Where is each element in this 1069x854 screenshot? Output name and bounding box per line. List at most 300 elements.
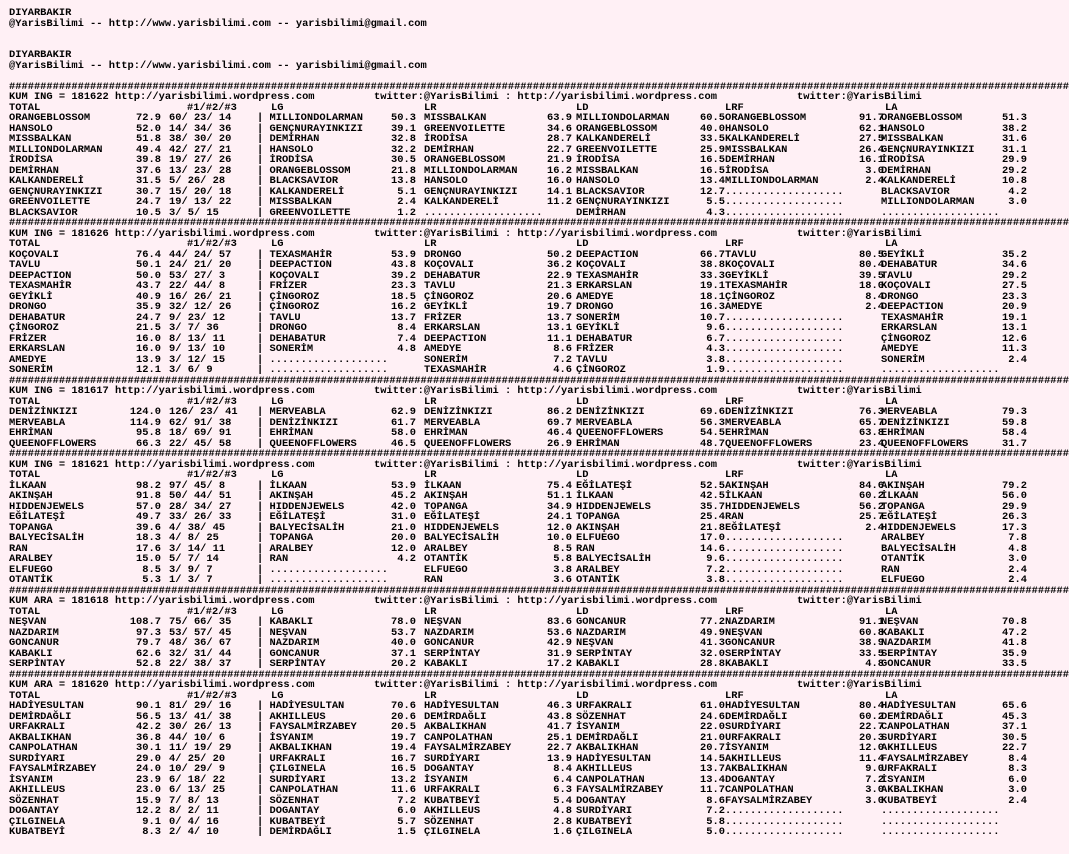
cell: ÇİNGOROZ xyxy=(725,290,775,303)
table-row xyxy=(9,133,1027,145)
cell: 5.4 xyxy=(553,794,572,807)
cell: 6/ 13/ 25 xyxy=(169,784,226,796)
cell: SERPİNTAY xyxy=(576,647,633,660)
cell: KABAKLI xyxy=(881,626,925,639)
cell: DENİZİNKIZI xyxy=(881,416,950,429)
cell: BLACKSAVIOR xyxy=(9,206,78,219)
cell: 51.8 xyxy=(136,133,161,145)
cell: ARALBEY xyxy=(9,553,53,565)
cell: NAZDARIM xyxy=(881,637,931,649)
race-twitter: twitter:@YarisBilimi : http://yarisbilimi.wordpress.com xyxy=(374,458,717,471)
cell: GONCANUR xyxy=(576,616,626,628)
cell: ERKARSLAN xyxy=(424,322,481,334)
cell: | FRİZER xyxy=(257,280,307,292)
cell: 5.1 xyxy=(397,185,416,198)
cell: 12.6 xyxy=(1002,332,1027,345)
cell: 20.0 xyxy=(391,532,416,544)
cell: DEEPACTION xyxy=(9,269,72,282)
cell: | DEMİRHAN xyxy=(257,133,320,145)
race-title-line xyxy=(9,460,1023,471)
cell: | MERVEABLA xyxy=(257,406,326,418)
cell: MISSBALKAN xyxy=(424,112,487,124)
cell: | KALKANDERELİ xyxy=(257,185,345,198)
col-ld: LD xyxy=(576,689,589,702)
cell: 3.8 xyxy=(706,353,725,366)
cell: 61.7 xyxy=(391,416,416,429)
cell: | HADİYESULTAN xyxy=(257,700,345,712)
cell: 20.6 xyxy=(547,290,572,303)
cell: 8/ 13/ 11 xyxy=(169,332,226,345)
cell: CANPOLATHAN xyxy=(9,742,78,754)
cell: URFAKRALI xyxy=(881,763,938,775)
cell: RAN xyxy=(9,542,28,555)
cell: | MISSBALKAN xyxy=(257,196,332,208)
cell: QUEENOFFLOWERS xyxy=(881,437,969,450)
cell: 21.8 xyxy=(391,164,416,177)
cell: 3.0 xyxy=(1008,196,1027,208)
cell: ................... xyxy=(881,364,1000,376)
cell: 62.9 xyxy=(391,406,416,418)
race-twitter-end: twitter:@YarisBilimi xyxy=(797,679,922,691)
col-places: #1/#2/#3 xyxy=(187,395,237,408)
table-row xyxy=(9,563,1027,576)
cell: 7.8 xyxy=(1008,532,1027,544)
cell: BALYECİSALİH xyxy=(424,532,499,544)
cell: 28.8 xyxy=(700,658,725,670)
cell: 75.4 xyxy=(547,479,572,492)
cell: 80.4 xyxy=(859,259,884,271)
cell: 8.6 xyxy=(553,343,572,355)
cell: DEMİRHAN xyxy=(9,164,59,177)
cell: 3/ 7/ 36 xyxy=(169,322,219,334)
cell: 90.1 xyxy=(136,700,161,712)
cell: 50.1 xyxy=(136,259,161,271)
cell: SONERİM xyxy=(881,353,925,366)
cell: 57.0 xyxy=(136,500,161,513)
table-row xyxy=(9,280,1027,292)
cell: 23.3 xyxy=(1002,290,1027,303)
spacer xyxy=(9,29,1023,50)
col-lr: LR xyxy=(424,605,437,618)
cell: KUBATBEYİ xyxy=(9,826,66,838)
cell: 12.2 xyxy=(136,805,161,817)
cell: | KABAKLI xyxy=(257,616,314,628)
cell: 52.8 xyxy=(136,658,161,670)
cell: 14.1 xyxy=(547,185,572,198)
cell: HANSOLO xyxy=(424,175,468,187)
cell: 24.0 xyxy=(136,763,161,775)
cell: 33.3 xyxy=(700,269,725,282)
cell: ................... xyxy=(881,805,1000,817)
cell: FAYSALMİRZABEY xyxy=(424,742,512,754)
cell: TEXASMAHİR xyxy=(576,269,639,282)
col-places: #1/#2/#3 xyxy=(187,238,237,250)
cell: 28.7 xyxy=(547,133,572,145)
race-twitter-end: twitter:@YarisBilimi xyxy=(797,458,922,471)
cell: 1/ 3/ 7 xyxy=(169,574,213,586)
cell: 12.0 xyxy=(391,542,416,555)
cell: ERKARSLAN xyxy=(576,280,633,292)
cell: ................... xyxy=(725,826,844,838)
cell: | RAN xyxy=(257,553,289,565)
col-lrf: LRF xyxy=(725,605,744,618)
cell: KOÇOVALI xyxy=(881,280,931,292)
separator: ########################################################################################################################################################################## xyxy=(9,217,1069,229)
cell: 49.9 xyxy=(700,626,725,639)
cell: 39.2 xyxy=(391,269,416,282)
cell: HADİYESULTAN xyxy=(424,700,499,712)
cell: SERPİNTAY xyxy=(881,647,938,660)
cell: | TOPANGA xyxy=(257,532,314,544)
cell: ................... xyxy=(725,364,844,376)
cell: KABAKLI xyxy=(725,658,769,670)
cell: 7/ 8/ 13 xyxy=(169,794,219,807)
cell: 42.5 xyxy=(700,490,725,502)
cell: | TAVLU xyxy=(257,311,301,324)
cell: 4.6 xyxy=(553,364,572,376)
cell: OTANTİK xyxy=(9,574,53,586)
cell: 50.2 xyxy=(547,248,572,261)
cell: MERVEABLA xyxy=(424,416,481,429)
cell: 10.5 xyxy=(136,206,161,219)
cell: 24.6 xyxy=(700,710,725,723)
cell: 84.6 xyxy=(859,479,884,492)
cell: 13.1 xyxy=(1002,322,1027,334)
cell: ORANGEBLOSSOM xyxy=(9,112,91,124)
cell: RAN xyxy=(424,574,443,586)
cell: 16.0 xyxy=(136,343,161,355)
cell: 20.6 xyxy=(391,710,416,723)
cell: 48.7 xyxy=(700,437,725,450)
cell: | SERPİNTAY xyxy=(257,658,326,670)
col-ld: LD xyxy=(576,395,589,408)
cell: | HANSOLO xyxy=(257,143,314,156)
cell: İRODİSA xyxy=(725,164,769,177)
cell: ................... xyxy=(725,343,844,355)
col-total: TOTAL xyxy=(9,395,41,408)
cell: | MILLIONDOLARMAN xyxy=(257,112,364,124)
cell: KOÇOVALI xyxy=(9,248,59,261)
cell: 11/ 19/ 29 xyxy=(169,742,232,754)
cell: 15.9 xyxy=(136,794,161,807)
cell: | NEŞVAN xyxy=(257,626,307,639)
cell: NEŞVAN xyxy=(881,616,919,628)
cell: | İSYANIM xyxy=(257,731,314,744)
cell: SURDİYARI xyxy=(424,752,481,765)
cell: DEMİRHAN xyxy=(725,154,775,166)
cell: | İLKAAN xyxy=(257,479,307,492)
cell: 3.0 xyxy=(1008,553,1027,565)
cell: 8.3 xyxy=(142,826,161,838)
col-la: LA xyxy=(885,469,898,481)
cell: 76.3 xyxy=(859,406,884,418)
cell: ................... xyxy=(725,563,844,576)
cell: 32.8 xyxy=(391,133,416,145)
col-lg: LG xyxy=(271,101,284,114)
cell: | BALYECİSALİH xyxy=(257,521,345,534)
cell: İRODİSA xyxy=(576,154,620,166)
cell: | ................... xyxy=(257,364,388,376)
cell: DOGANTAY xyxy=(725,773,775,786)
cell: 66.3 xyxy=(136,437,161,450)
race-title-line xyxy=(9,229,1023,240)
cell: EĞİLATEŞİ xyxy=(725,521,782,534)
cell: 18.3 xyxy=(136,532,161,544)
cell: 22/ 38/ 37 xyxy=(169,658,232,670)
header-city: DIYARBAKIR xyxy=(9,49,72,61)
cell: DRONGO xyxy=(424,248,462,261)
cell: 45.3 xyxy=(1002,710,1027,723)
cell: 31.6 xyxy=(1002,133,1027,145)
cell: KABAKLI xyxy=(424,658,468,670)
cell: CANPOLATHAN xyxy=(424,731,493,744)
cell: DEEPACTION xyxy=(576,248,639,261)
cell: NEŞVAN xyxy=(725,626,763,639)
separator: ########################################################################################################################################################################## xyxy=(9,374,1069,387)
cell: AKBALIKHAN xyxy=(424,721,487,733)
cell: GEYİKLİ xyxy=(725,269,769,282)
cell: 56.2 xyxy=(859,500,884,513)
cell: MILLIONDOLARMAN xyxy=(424,164,518,177)
race-title-line xyxy=(9,386,1023,397)
cell: AKHILLEUS xyxy=(424,805,481,817)
cell: 33.5 xyxy=(859,647,884,660)
cell: 31.7 xyxy=(1002,437,1027,450)
cell: 9.6 xyxy=(706,553,725,565)
cell: 35.2 xyxy=(1002,248,1027,261)
cell: 9.6 xyxy=(706,322,725,334)
cell: 97/ 45/ 8 xyxy=(169,479,226,492)
cell: 29.2 xyxy=(1002,269,1027,282)
cell: 16.3 xyxy=(700,301,725,313)
cell: KOÇOVALI xyxy=(576,259,626,271)
cell: 25.7 xyxy=(859,511,884,523)
cell: 53.6 xyxy=(547,626,572,639)
cell: 5.8 xyxy=(553,553,572,565)
cell: FAYSALMİRZABEY xyxy=(881,752,969,765)
cell: | EĞİLATEŞİ xyxy=(257,511,326,523)
col-la: LA xyxy=(885,101,898,114)
cell: 81/ 29/ 16 xyxy=(169,700,232,712)
cell: GREENVOILETTE xyxy=(424,122,506,135)
cell: 40.9 xyxy=(136,290,161,303)
table-row xyxy=(9,817,1023,828)
race-title-line xyxy=(9,680,1023,691)
cell: SURDİYARI xyxy=(9,752,66,765)
cell: ................... xyxy=(725,322,844,334)
cell: 1.2 xyxy=(397,206,416,219)
cell: 114.9 xyxy=(129,416,161,429)
cell: OTANTİK xyxy=(424,553,468,565)
cell: 20.9 xyxy=(1002,301,1027,313)
cell: ................... xyxy=(725,553,844,565)
cell: 52.0 xyxy=(136,122,161,135)
table-row xyxy=(9,427,1027,439)
cell: 5.3 xyxy=(142,574,161,586)
cell: 4.8 xyxy=(397,343,416,355)
cell: AKINŞAH xyxy=(881,479,925,492)
cell: 3.8 xyxy=(706,574,725,586)
col-lg: LG xyxy=(271,469,284,481)
cell: İSYANIM xyxy=(725,742,769,754)
cell: ÇILGINELA xyxy=(9,815,66,828)
cell: ................... xyxy=(725,311,844,324)
cell: 3.6 xyxy=(553,574,572,586)
cell: 27.5 xyxy=(1002,280,1027,292)
cell: KUBATBEYİ xyxy=(424,794,481,807)
cell: 30.5 xyxy=(1002,731,1027,744)
cell: DEMİRHAN xyxy=(424,143,474,156)
cell: EHRİMAN xyxy=(9,427,53,439)
cell: 7.4 xyxy=(397,332,416,345)
cell: | ÇİNGOROZ xyxy=(257,301,320,313)
cell: 8/ 2/ 11 xyxy=(169,805,219,817)
cell: ................... xyxy=(725,574,844,586)
cell: KALKANDERELİ xyxy=(881,175,956,187)
cell: 11.6 xyxy=(391,784,416,796)
cell: 6.4 xyxy=(553,773,572,786)
cell: 40.0 xyxy=(391,637,416,649)
cell: 3/ 14/ 11 xyxy=(169,542,226,555)
cell: 13.7 xyxy=(700,763,725,775)
cell: AMEDYE xyxy=(725,301,763,313)
cell: ORANGEBLOSSOM xyxy=(725,112,807,124)
cell: 41.8 xyxy=(1002,637,1027,649)
cell: | KOÇOVALI xyxy=(257,269,320,282)
cell: 19/ 13/ 22 xyxy=(169,196,232,208)
cell: 25.9 xyxy=(700,143,725,156)
cell: 95.8 xyxy=(136,427,161,439)
cell: | HIDDENJEWELS xyxy=(257,500,345,513)
cell: 91.7 xyxy=(859,112,884,124)
cell: | TEXASMAHİR xyxy=(257,248,332,261)
cell: DRONGO xyxy=(576,301,614,313)
cell: İSYANIM xyxy=(576,721,620,733)
cell: 7.2 xyxy=(865,773,884,786)
cell: 13/ 23/ 28 xyxy=(169,164,232,177)
cell: 42.2 xyxy=(136,721,161,733)
cell: 20.3 xyxy=(859,731,884,744)
cell: MILLIONDOLARMAN xyxy=(881,196,975,208)
cell: 31.1 xyxy=(1002,143,1027,156)
col-lr: LR xyxy=(424,101,437,114)
col-lrf: LRF xyxy=(725,689,744,702)
table-row xyxy=(9,521,1027,534)
cell: İLKAAN xyxy=(9,479,47,492)
cell: FRİZER xyxy=(424,311,462,324)
cell: 4.8 xyxy=(1008,542,1027,555)
cell: 5.0 xyxy=(706,826,725,838)
cell: 78.0 xyxy=(391,616,416,628)
cell: 17.6 xyxy=(136,542,161,555)
race-title: KUM ING = 181617 http://yarisbilimi.wordpress.com xyxy=(9,385,315,397)
cell: 12.7 xyxy=(700,185,725,198)
cell: 83.6 xyxy=(547,616,572,628)
cell: İSYANIM xyxy=(424,773,468,786)
col-lg: LG xyxy=(271,395,284,408)
cell: 1.6 xyxy=(553,826,572,838)
cell: 60.8 xyxy=(859,626,884,639)
cell: 33/ 26/ 33 xyxy=(169,511,232,523)
cell: 17.2 xyxy=(547,658,572,670)
cell: 4/ 25/ 20 xyxy=(169,752,226,765)
cell: TOPANGA xyxy=(9,521,53,534)
table-row xyxy=(9,301,1027,313)
cell: NAZDARIM xyxy=(725,616,775,628)
cell: 10.7 xyxy=(700,311,725,324)
cell: ÇİNGOROZ xyxy=(881,332,931,345)
cell: MILLIONDOLARMAN xyxy=(725,175,819,187)
cell: 53/ 27/ 3 xyxy=(169,269,226,282)
cell: | SONERİM xyxy=(257,343,314,355)
cell: 9/ 13/ 10 xyxy=(169,343,226,355)
cell: EHRİMAN xyxy=(424,427,468,439)
cell: 21.3 xyxy=(547,280,572,292)
cell: 24/ 21/ 20 xyxy=(169,259,232,271)
cell: 8.6 xyxy=(706,794,725,807)
cell: İSYANIM xyxy=(9,773,53,786)
cell: ................... xyxy=(424,206,543,219)
cell: KOÇOVALI xyxy=(424,259,474,271)
cell: GENÇNURAYINKIZI xyxy=(9,185,103,198)
cell: 2.8 xyxy=(553,815,572,828)
cell: DENİZİNKIZI xyxy=(9,406,78,418)
cell: 69.6 xyxy=(700,406,725,418)
col-ld: LD xyxy=(576,238,589,250)
cell: DOGANTAY xyxy=(9,805,59,817)
cell: 32/ 12/ 26 xyxy=(169,301,232,313)
cell: OTANTİK xyxy=(881,553,925,565)
race-twitter-end: twitter:@YarisBilimi xyxy=(797,385,922,397)
cell: CANPOLATHAN xyxy=(725,784,794,796)
cell: 37.1 xyxy=(1002,721,1027,733)
cell: GEYİKLİ xyxy=(424,301,468,313)
cell: 70.6 xyxy=(391,700,416,712)
cell: AMEDYE xyxy=(881,343,919,355)
cell: 9.1 xyxy=(142,815,161,828)
cell: GREENVOILETTE xyxy=(9,196,91,208)
cell: 108.7 xyxy=(129,616,161,628)
cell: EĞİLATEŞİ xyxy=(576,479,633,492)
cell: 9.0 xyxy=(865,763,884,775)
cell: AKINŞAH xyxy=(9,490,53,502)
table-row xyxy=(9,154,1027,166)
cell: 3.0 xyxy=(1008,784,1027,796)
separator: ########################################################################################################################################################################## xyxy=(9,584,1069,597)
cell: 29.2 xyxy=(1002,164,1027,177)
cell: HIDDENJEWELS xyxy=(881,521,956,534)
cell: AMEDYE xyxy=(576,290,614,303)
cell: EĞİLATEŞİ xyxy=(9,511,66,523)
cell: ................... xyxy=(725,353,844,366)
cell: 16.1 xyxy=(859,154,884,166)
cell: | ORANGEBLOSSOM xyxy=(257,164,351,177)
cell: URFAKRALI xyxy=(576,700,633,712)
cell: 4/ 38/ 45 xyxy=(169,521,226,534)
cell: 16.2 xyxy=(547,164,572,177)
cell: SONERİM xyxy=(424,353,468,366)
cell: ................... xyxy=(725,542,844,555)
table-row xyxy=(9,332,1027,345)
cell: 1.5 xyxy=(397,826,416,838)
cell: OTANTİK xyxy=(576,574,620,586)
cell: 7.2 xyxy=(706,563,725,576)
cell: DEMİRDAĞLI xyxy=(9,710,72,723)
cell: | NAZDARIM xyxy=(257,637,320,649)
cell: 20.7 xyxy=(700,742,725,754)
cell: 4.3 xyxy=(706,343,725,355)
cell: 27.5 xyxy=(859,133,884,145)
